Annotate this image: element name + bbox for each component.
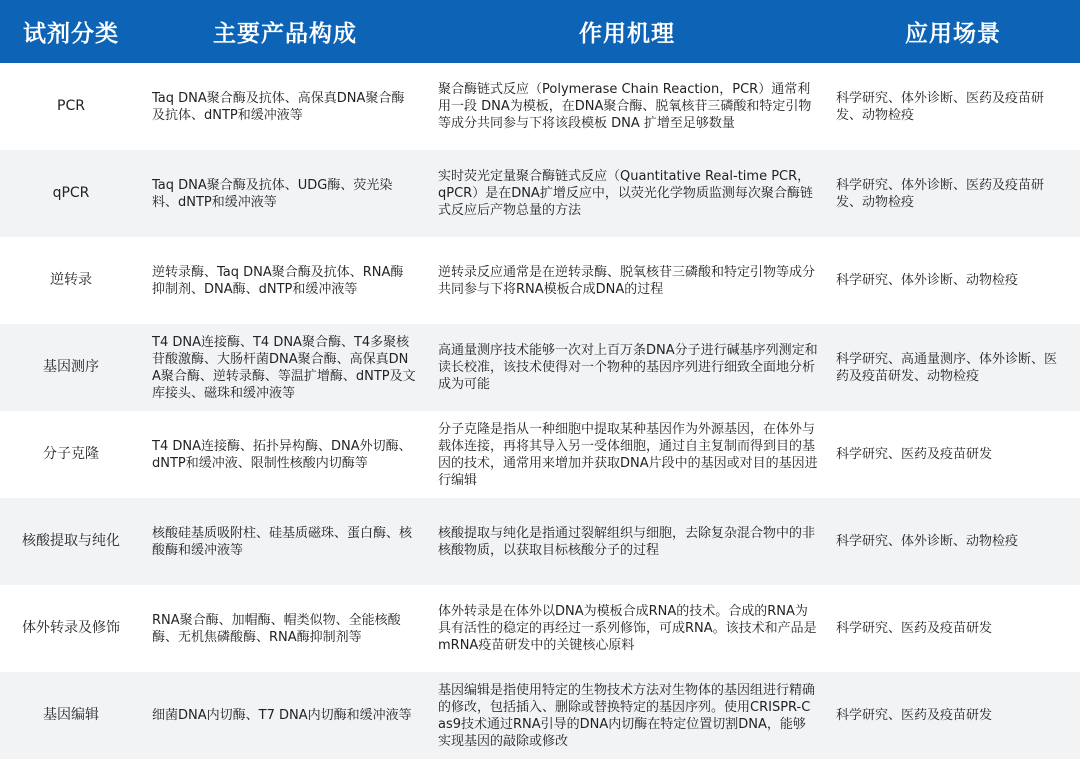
category-cell: qPCR (0, 150, 142, 237)
header-products: 主要产品构成 (142, 0, 428, 63)
application-cell: 科学研究、体外诊断、医药及疫苗研发、动物检疫 (826, 63, 1080, 150)
application-cell: 科学研究、体外诊断、医药及疫苗研发、动物检疫 (826, 150, 1080, 237)
table-row (0, 498, 1080, 585)
mechanism-cell: 高通量测序技术能够一次对上百万条DNA分子进行碱基序列测定和读长校准，该技术使得对一个物种的基因序列进行细致全面地分析成为可能 (428, 324, 826, 411)
category-cell: 体外转录及修饰 (0, 585, 142, 672)
products-cell: 核酸硅基质吸附柱、硅基质磁珠、蛋白酶、核酸酶和缓冲液等 (142, 498, 428, 585)
mechanism-cell: 逆转录反应通常是在逆转录酶、脱氧核苷三磷酸和特定引物等成分共同参与下将RNA模板合成DNA的过程 (428, 237, 826, 324)
mechanism-cell: 核酸提取与纯化是指通过裂解组织与细胞，去除复杂混合物中的非核酸物质，以获取目标核酸分子的过程 (428, 498, 826, 585)
table-row (0, 150, 1080, 237)
header-mechanism: 作用机理 (428, 0, 826, 63)
category-cell: PCR (0, 63, 142, 150)
table-row (0, 672, 1080, 759)
table-row (0, 411, 1080, 498)
application-cell: 科学研究、体外诊断、动物检疫 (826, 237, 1080, 324)
category-cell: 基因编辑 (0, 672, 142, 759)
category-cell: 分子克隆 (0, 411, 142, 498)
application-cell: 科学研究、高通量测序、体外诊断、医药及疫苗研发、动物检疫 (826, 324, 1080, 411)
application-cell: 科学研究、医药及疫苗研发 (826, 585, 1080, 672)
table-row (0, 324, 1080, 411)
products-cell: T4 DNA连接酶、T4 DNA聚合酶、T4多聚核苷酸激酶、大肠杆菌DNA聚合酶、高保真DNA聚合酶、逆转录酶、等温扩增酶、dNTP及文库接头、磁珠和缓冲液等 (142, 324, 428, 411)
table-row (0, 585, 1080, 672)
header-category: 试剂分类 (0, 0, 142, 63)
mechanism-cell: 实时荧光定量聚合酶链式反应（Quantitative Real-time PCR，qPCR）是在DNA扩增反应中，以荧光化学物质监测每次聚合酶链式反应后产物总量的方法 (428, 150, 826, 237)
category-cell: 基因测序 (0, 324, 142, 411)
header-application: 应用场景 (826, 0, 1080, 63)
mechanism-cell: 体外转录是在体外以DNA为模板合成RNA的技术。合成的RNA为具有活性的稳定的再经过一系列修饰，可成RNA。该技术和产品是mRNA疫苗研发中的关键核心原料 (428, 585, 826, 672)
category-cell: 核酸提取与纯化 (0, 498, 142, 585)
mechanism-cell: 基因编辑是指使用特定的生物技术方法对生物体的基因组进行精确的修改，包括插入、删除或替换特定的基因序列。使用CRISPR-Cas9技术通过RNA引导的DNA内切酶在特定位置切割DNA，能够实现基因的敲除或修改 (428, 672, 826, 759)
mechanism-cell: 聚合酶链式反应（Polymerase Chain Reaction，PCR）通常利用一段 DNA为模板，在DNA聚合酶、脱氧核苷三磷酸和特定引物等成分共同参与下将该段模板 DNA 扩增至足够数量 (428, 63, 826, 150)
application-cell: 科学研究、体外诊断、动物检疫 (826, 498, 1080, 585)
products-cell: Taq DNA聚合酶及抗体、高保真DNA聚合酶及抗体、dNTP和缓冲液等 (142, 63, 428, 150)
table-row (0, 63, 1080, 150)
mechanism-cell: 分子克隆是指从一种细胞中提取某种基因作为外源基因，在体外与载体连接，再将其导入另一受体细胞，通过自主复制而得到目的基因的技术，通常用来增加并获取DNA片段中的基因或对目的基因进行编辑 (428, 411, 826, 498)
products-cell: 逆转录酶、Taq DNA聚合酶及抗体、RNA酶抑制剂、DNA酶、dNTP和缓冲液等 (142, 237, 428, 324)
products-cell: Taq DNA聚合酶及抗体、UDG酶、荧光染料、dNTP和缓冲液等 (142, 150, 428, 237)
table-row (0, 237, 1080, 324)
header-row (0, 0, 1080, 63)
application-cell: 科学研究、医药及疫苗研发 (826, 672, 1080, 759)
application-cell: 科学研究、医药及疫苗研发 (826, 411, 1080, 498)
products-cell: 细菌DNA内切酶、T7 DNA内切酶和缓冲液等 (142, 672, 428, 759)
products-cell: T4 DNA连接酶、拓扑异构酶、DNA外切酶、dNTP和缓冲液、限制性核酸内切酶等 (142, 411, 428, 498)
products-cell: RNA聚合酶、加帽酶、帽类似物、全能核酸酶、无机焦磷酸酶、RNA酶抑制剂等 (142, 585, 428, 672)
category-cell: 逆转录 (0, 237, 142, 324)
